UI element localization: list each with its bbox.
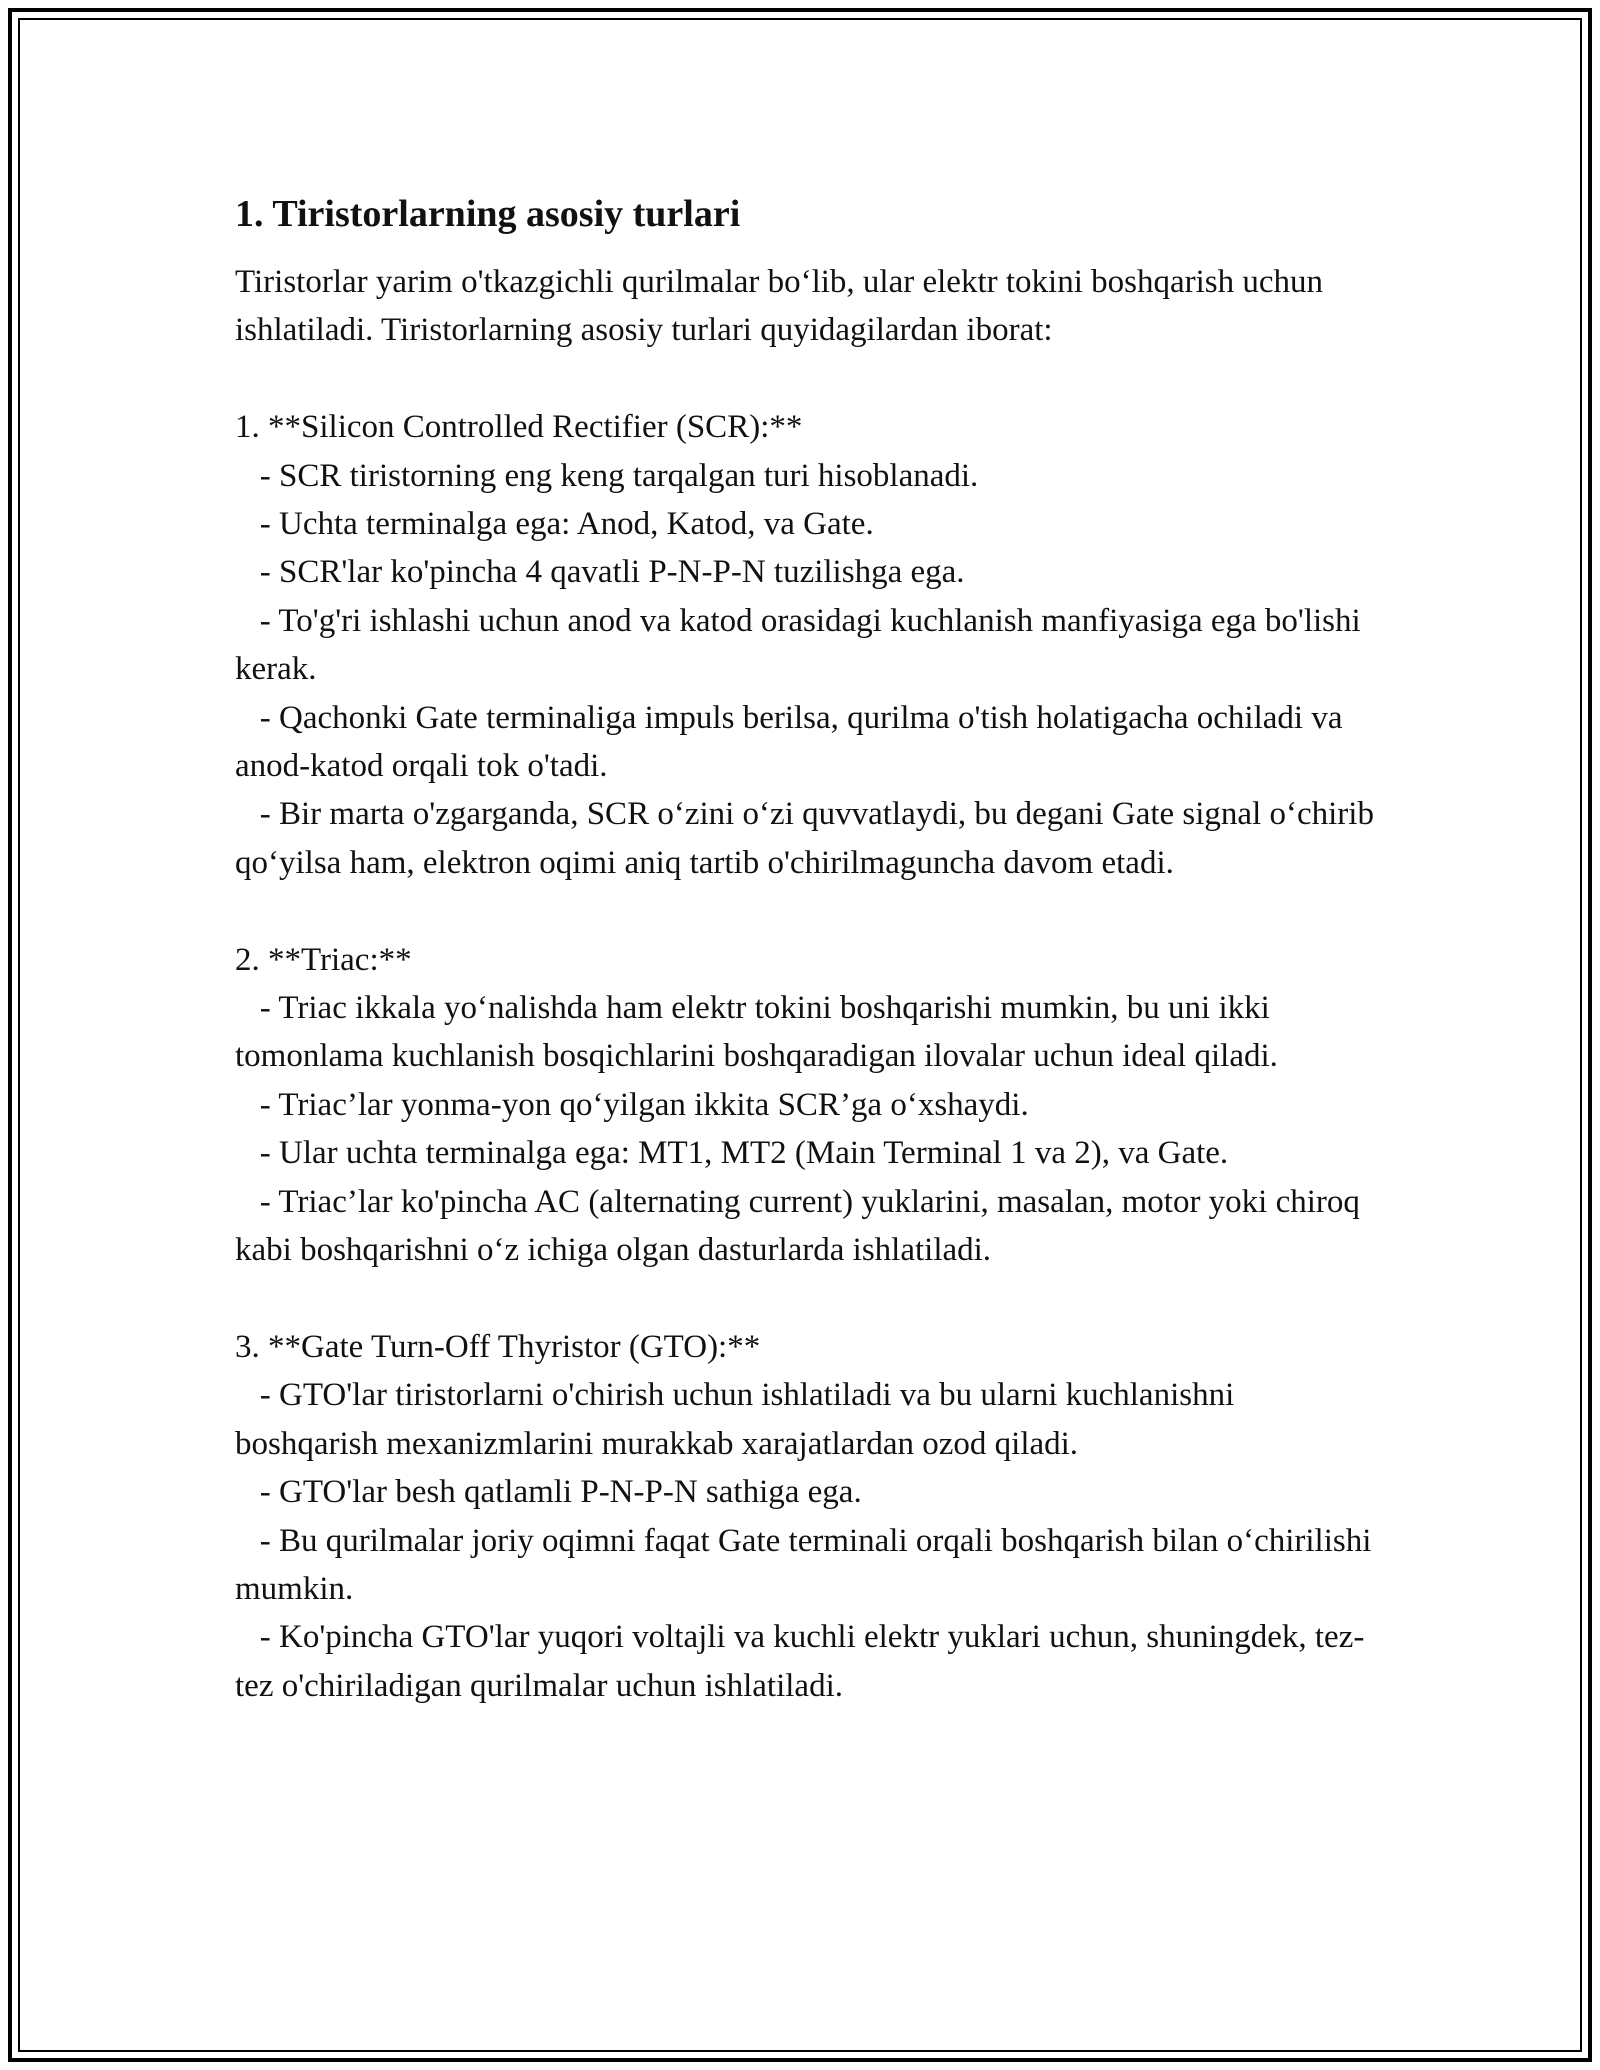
list-item: - Ko'pincha GTO'lar yuqori voltajli va kuchli elektr yuklari uchun, shuningdek, tez-tez o'chiriladigan qurilmalar uchun ishlatiladi. <box>235 1619 1365 1704</box>
list-item: - GTO'lar tiristorlarni o'chirish uchun ishlatiladi va bu ularni kuchlanishni boshqarish mexanizmlarini murakkab xarajatlardan ozod qiladi. <box>235 1377 1243 1462</box>
section-heading: 2. **Triac:** <box>235 941 412 978</box>
section-heading: 3. **Gate Turn-Off Thyristor (GTO):** <box>235 1328 761 1365</box>
list-item: - Bu qurilmalar joriy oqimni faqat Gate terminali orqali boshqarish bilan o‘chirilishi mumkin. <box>235 1522 1380 1607</box>
section-heading: 1. **Silicon Controlled Rectifier (SCR):** <box>235 409 803 446</box>
document-body <box>235 188 1383 1710</box>
list-item: - Uchta terminalga ega: Anod, Katod, va Gate. <box>235 506 874 543</box>
list-item: - Qachonki Gate terminaliga impuls berilsa, qurilma o'tish holatigacha ochiladi va anod-katod orqali tok o'tadi. <box>235 699 1351 785</box>
list-item: - Triac ikkala yo‘nalishda ham elektr tokini boshqarishi mumkin, bu uni ikki tomonlama kuchlanish bosqichlarini boshqaradigan ilovalar uchun ideal qiladi. <box>235 990 1279 1075</box>
section-gto <box>235 1323 1380 1710</box>
intro-paragraph: Tiristorlar yarim o'tkazgichli qurilmalar bo‘lib, ular elektr tokini boshqarish uchun ishlatiladi. Tiristorlarning asosiy turlari quyidagilardan iborat: <box>235 264 1324 349</box>
list-item: - Ular uchta terminalga ega: MT1, MT2 (Main Terminal 1 va 2), va Gate. <box>235 1135 1229 1172</box>
list-item: - Triac’lar ko'pincha AC (alternating current) yuklarini, masalan, motor yoki chiroq kabi boshqarishni o‘z ichiga olgan dasturlarda ishlatiladi. <box>235 1183 1369 1269</box>
list-item: - SCR tiristorning eng keng tarqalgan turi hisoblanadi. <box>235 457 979 494</box>
list-item: - GTO'lar besh qatlamli P-N-P-N sathiga ega. <box>235 1474 862 1511</box>
section-triac <box>235 936 1375 1275</box>
list-item: - Bir marta o'zgarganda, SCR o‘zini o‘zi quvvatlaydi, bu degani Gate signal o‘chirib qo‘yilsa ham, elektron oqimi aniq tartib o'chirilmaguncha davom etadi. <box>235 796 1383 881</box>
list-item: - To'g'ri ishlashi uchun anod va katod orasidagi kuchlanish manfiyasiga ega bo'lishi kerak. <box>235 602 1369 688</box>
list-item: - Triac’lar yonma-yon qo‘yilgan ikkita SCR’ga o‘xshaydi. <box>235 1086 1029 1123</box>
document-title: 1. Tiristorlarning asosiy turlari <box>235 193 741 235</box>
list-item: - SCR'lar ko'pincha 4 qavatli P-N-P-N tuzilishga ega. <box>235 554 965 591</box>
section-scr <box>235 403 1383 887</box>
